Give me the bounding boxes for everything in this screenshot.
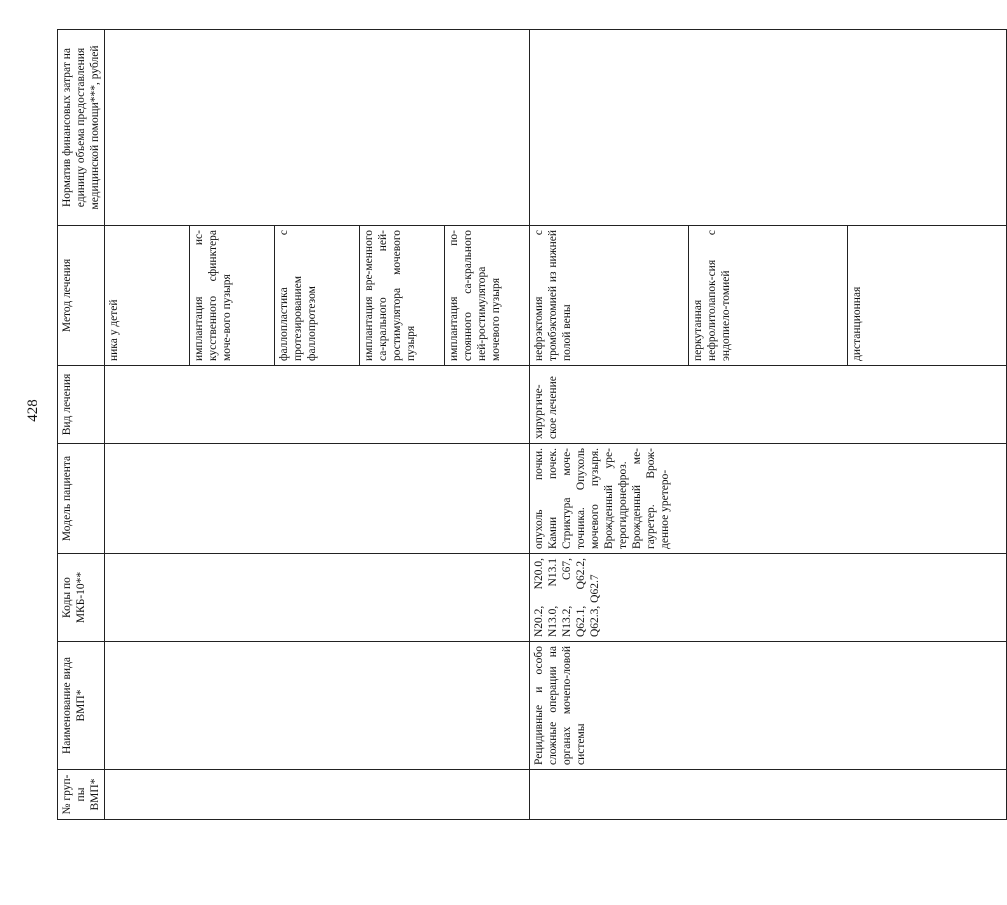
header-patient-model: Модель пациента xyxy=(58,444,105,554)
cell-empty xyxy=(105,30,530,226)
method-item: ника у детей xyxy=(105,226,190,365)
cell-empty xyxy=(105,366,530,444)
method-item: фаллопластика с протезированием фаллопротезом xyxy=(275,226,360,365)
cell-empty xyxy=(105,554,530,642)
cell-patient-model: опухоль почки. Камни почек. Стриктура моче-точника. Опухоль мочевого пузыря. Врожденный уре-терогидронефроз. Врожденный ме-гауретер. Врож-денное уретеро- xyxy=(530,444,1007,554)
cell-empty xyxy=(530,770,1007,820)
table-row xyxy=(530,30,1007,820)
methods-list xyxy=(530,226,1006,365)
cell-icd-codes: N20.2, N20.0, N13.0, N13.1 N13.2, C67, Q62.1, Q62.2, Q62.3, Q62.7 xyxy=(530,554,1007,642)
table-row xyxy=(105,30,530,820)
method-item: имплантация по-стоянного са-крального ней-ростимулятора мочевого пузыря xyxy=(448,230,503,361)
method-item: имплантация ис-кусственного сфинктера моче-вого пузыря xyxy=(190,226,275,365)
method-item: перкутанная нефролитолапок-сия с эндопиело-томией xyxy=(689,226,848,365)
method-item: имплантация вре-менного са-крального ней-ростимулятора мочевого пузыря xyxy=(360,226,445,365)
page-number: 428 xyxy=(24,399,41,422)
cell-vmp-name: Рецидивные и особо сложные операции на органах мочепо-ловой системы xyxy=(530,642,1007,770)
cell-empty xyxy=(530,30,1007,226)
header-cost-norm: Норматив финансовых затрат на единицу объема предоставления медицинской помощи***, рублей xyxy=(58,30,105,226)
cell-treatment-type: хирургиче-ское лечение xyxy=(530,366,1007,444)
rotated-sheet xyxy=(57,30,864,820)
header-vmp-name: Наименование вида ВМП* xyxy=(58,642,105,770)
table-header-row xyxy=(58,30,105,820)
method-item: дистанционная xyxy=(851,286,864,361)
vmp-table-container xyxy=(57,30,864,820)
cell-empty xyxy=(105,642,530,770)
header-treatment-method: Метод лечения xyxy=(58,226,105,366)
method-item: нефрэктомия с тромбэктомией из нижней полой вены xyxy=(530,226,689,365)
header-icd-codes: Коды по МКБ-10** xyxy=(58,554,105,642)
vmp-table xyxy=(57,29,1007,820)
cell-empty xyxy=(105,770,530,820)
header-group-no: № груп-пы ВМП* xyxy=(58,770,105,820)
methods-list xyxy=(105,226,529,365)
cell-empty xyxy=(105,444,530,554)
header-treatment-type: Вид лечения xyxy=(58,366,105,444)
cell-methods-prev xyxy=(105,226,530,366)
cell-methods-main xyxy=(530,226,1007,366)
